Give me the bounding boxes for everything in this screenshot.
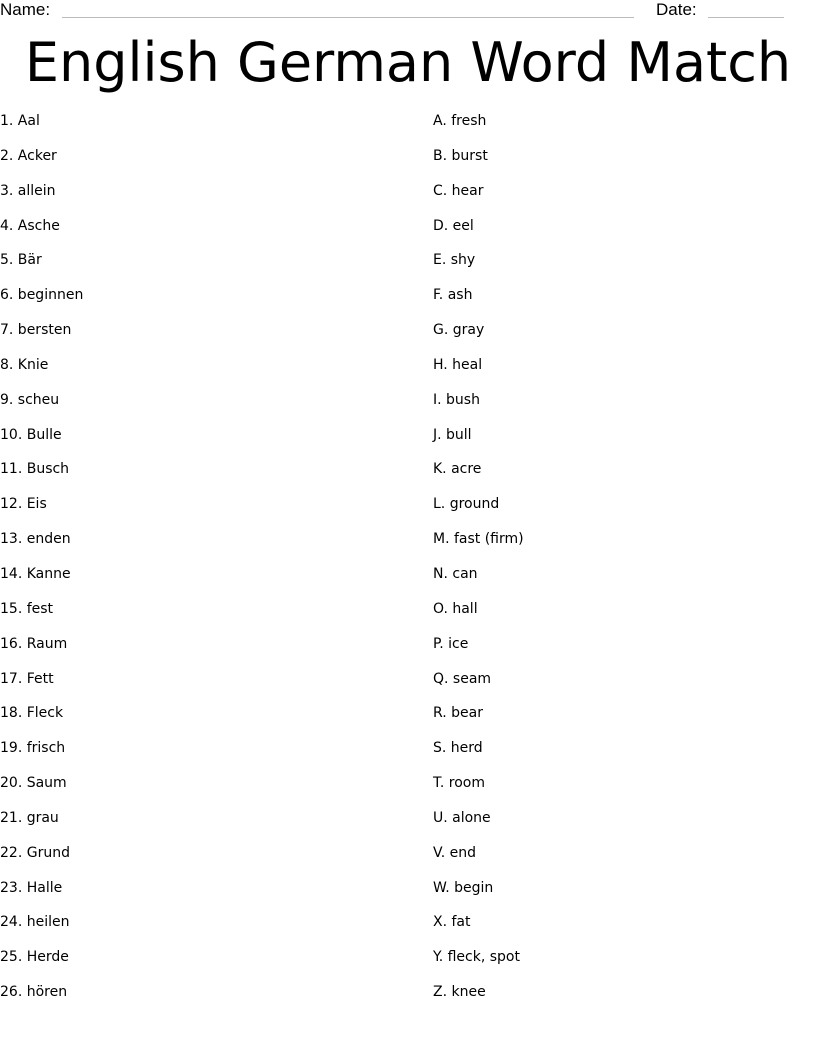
date-label: Date: [656,0,697,19]
list-item: 20. Saum [0,775,67,792]
list-item: Y. fleck, spot [433,949,520,966]
german-word-list [0,111,420,1017]
header-row [0,0,816,22]
name-blank-line[interactable] [62,17,634,18]
list-item: 10. Bulle [0,426,62,443]
list-item: D. eel [433,217,474,234]
list-item: L. ground [433,496,500,513]
list-item: E. shy [433,252,476,269]
list-item: Q. seam [433,670,492,687]
list-item: 5. Bär [0,252,42,269]
list-item: 24. heilen [0,914,70,931]
list-item: 13. enden [0,531,71,548]
list-item: V. end [433,844,477,861]
list-item: 2. Acker [0,147,57,164]
list-item: 15. fest [0,600,54,617]
list-item: 26. hören [0,984,68,1001]
list-item: X. fat [433,914,471,931]
list-item: N. can [433,565,478,582]
list-item: 4. Asche [0,217,60,234]
list-item: I. bush [433,391,480,408]
list-item: 3. allein [0,182,56,199]
list-item: Z. knee [433,984,486,1001]
list-item: 9. scheu [0,391,60,408]
list-item: K. acre [433,461,482,478]
list-item: B. burst [433,147,488,164]
list-item: W. begin [433,879,494,896]
list-item: G. gray [433,322,485,339]
list-item: 14. Kanne [0,565,71,582]
list-item: O. hall [433,600,478,617]
list-item: 21. grau [0,809,59,826]
list-item: 17. Fett [0,670,54,687]
list-item: H. heal [433,356,483,373]
name-label: Name: [0,0,51,19]
list-item: A. fresh [433,113,487,129]
list-item: C. hear [433,182,484,199]
list-item: T. room [433,775,486,792]
list-item: M. fast (firm) [433,531,524,548]
list-item: 7. bersten [0,322,72,339]
list-item: S. herd [433,740,483,757]
list-item: 22. Grund [0,844,70,861]
list-item: 25. Herde [0,949,69,966]
list-item: U. alone [433,809,491,826]
list-item: 8. Knie [0,356,49,373]
date-blank-line[interactable] [708,17,784,18]
page-title: English German Word Match [24,31,792,94]
list-item: 16. Raum [0,635,68,652]
list-item: 6. beginnen [0,287,84,304]
list-item: 19. frisch [0,740,66,757]
list-item: R. bear [433,705,483,722]
list-item: 11. Busch [0,461,70,478]
list-item: 23. Halle [0,879,63,896]
list-item: P. ice [433,635,469,652]
list-item: F. ash [433,287,473,304]
list-item: 12. Eis [0,496,47,513]
list-item: 18. Fleck [0,705,64,722]
list-item: J. bull [433,426,472,443]
english-word-list [433,111,813,1017]
list-item: 1. Aal [0,113,40,129]
